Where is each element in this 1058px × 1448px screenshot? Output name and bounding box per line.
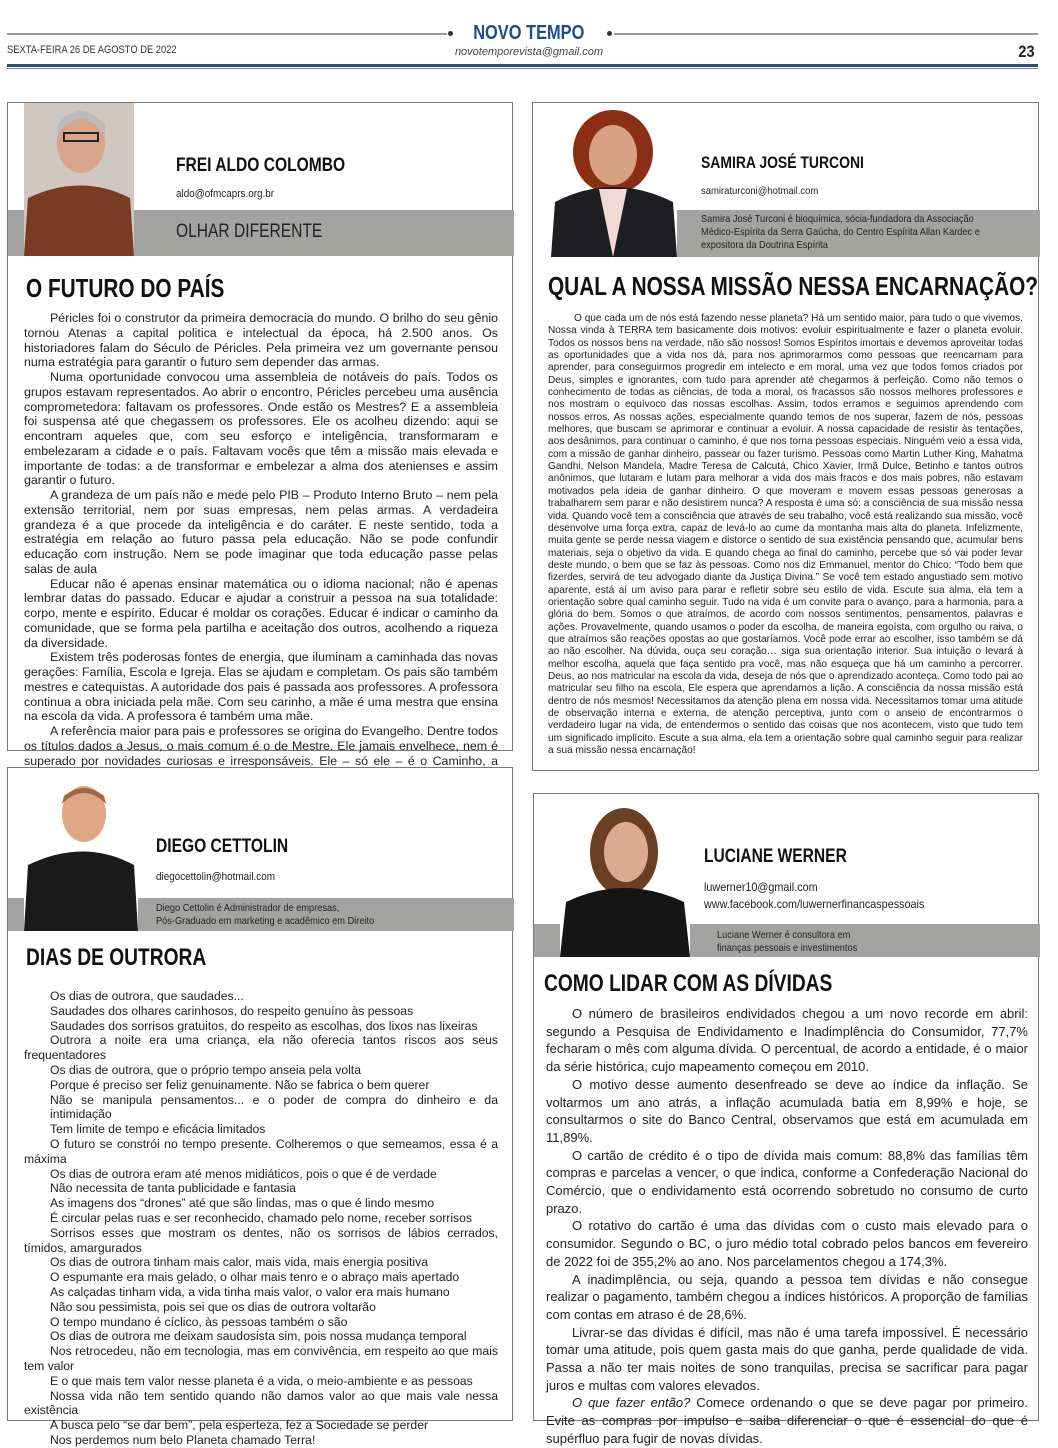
paragraph-rest: Comece ordenando o que se deve pagar por primeiro. Evite as compras por impulso e saiba diferenciar o que é essencial do que é supérfluo para fugir de novas dívidas. xyxy=(546,1395,1028,1446)
poem-line: Nos perdemos num belo Planeta chamado Terra! xyxy=(50,1432,316,1447)
poem-line: Saudades dos olhares carinhosos, do respeito genuíno às pessoas xyxy=(50,1003,414,1018)
paragraph: O motivo desse aumento desenfreado se deve ao índice da inflação. Se voltarmos um ano atrás, a inflação acumulada batia em 8,99% e hoje, se consultarmos o site do Banco Central, observamos que está em acumulada em 11,89%. xyxy=(546,1076,1028,1145)
author-name: FREI ALDO COLOMBO xyxy=(176,155,346,176)
bio-line: Diego Cettolin é Administrador de empresas, xyxy=(156,902,340,914)
page-number: 23 xyxy=(1018,42,1035,61)
author-photo xyxy=(560,802,690,957)
poem-line: É circular pelas ruas e ser reconhecido, chamado pelo nome, receber sorrisos xyxy=(50,1210,473,1225)
poem-line: O futuro se constrói no tempo presente. Colheremos o que semeamos, essa é a máxima xyxy=(24,1136,498,1166)
author-photo xyxy=(24,780,138,931)
header-divider xyxy=(7,64,1038,67)
author-bio xyxy=(701,213,980,252)
poem-line: Outrora a noite era uma criança, ela não oferecia tantos riscos aos seus frequentadores xyxy=(24,1033,498,1063)
header-divider-thin xyxy=(7,68,1038,69)
poem-line: Os dias de outrora, que o próprio tempo anseia pela volta xyxy=(50,1062,361,1077)
author-bio xyxy=(717,929,857,955)
bio-line: finanças pessoais e investimentos xyxy=(717,942,858,954)
italic-question: O que fazer então? xyxy=(572,1395,691,1411)
paragraph: O que cada um de nós está fazendo nesse planeta? Há um sentido maior, para tudo o que vivemos. Nossa vinda à TERRA tem basicamente dois motivos: evoluir espiritualmente e fazer o planeta evoluir. Todos os nossos bens na verdade, não são nossos! Somos Espíritos imortais e devemos aproveitar todas as oportunidades que a vida nos dá, para nos aprimorarmos como pessoas que reencarnam para aprender, para conseguirmos progredir em intelecto e em moral, uma vez que todos fomos criados por Deus, simples e ignorantes, com tudo para aprender até chegarmos à perfeição. Como não temos o conhecimento de todas as ciências, de toda a moral, os fracassos são nossos melhores professores e nos mostram o equívoco das nossas escolhas. Assim, todos erramos e seguimos aprendendo com nossos erros. As nossas ações, especialmente quando temos de nos superar, fazem de nós, pessoas melhores, que buscam se aprimorar e continuar a evoluir. A nossa capacidade de resistir às tentações, aos desânimos, para continuar o caminho, é que nos torna pessoas especiais. Ninguém veio a essa vida, com a missão de ganhar dinheiro, passear ou fazer turismo. Pessoas como Martin Luther King, Mahatma Gandhi, Nelson Mandela, Madre Teresa de Calcutá, Chico Xavier, Irmã Dulce, Betinho e tantos outros anônimos, que lutaram e lutam para melhorar a vida dos mais fracos e dos mais pobres, não estavam motivados pela ideia de ganhar dinheiro. O que moveram e movem essas pessoas generosas a trabalharem sem parar e não desistirem nunca? A resposta é uma só: a consciência de sua missão nessa vida. Quando você tem a consciência que através de seu trabalho, você está realizando sua missão, você desenvolve uma força extra, capaz de levá-lo ao cume da montanha mais alta do planeta. Infelizmente, muita gente se perde nessa viagem e distorce o sentido de sua existência pensando que, acumular bens materiais, seja o objetivo da vida. E quando chega ao final do caminho, percebe que só vai poder levar deste mundo, o bem que se faz às pessoas. Como nos diz Emmanuel, mentor do Chico: “Todo bem que fizerdes, servirá de teu advogado diante da Justiça Divina.” Se você tem estado angustiado sem motivo aparente, está aí um aviso para parar e refletir sobre seu estilo de vida. Escute sua alma, ela tem a orientação sobre qual caminho seguir. Tudo na vida é um convite para o avanço, para a harmonia, para a glória do bem. Somos o que atraímos, de acordo com nossos sentimentos, pensamentos, palavras e ações. Provavelmente, quando usamos o poder da escolha, de maneira egoísta, com orgulho ou raiva, o que atraímos são reações opostas ao que gostaríamos. Você pode errar ao escolher, isso também se dá ao não escolher. Na dúvida, ouça seu coração… siga sua orientação interior. Sua intuição o levará à melhor escolha, aquela que faça sentido pra você, mas não esqueça que há um caminho a percorrer. Deus, ao nos matricular na escola da vida, deseja de nós que o aprendizado aconteça. Como todo pai ao matricular seu filho na escola, Ele espera que aprendamos a lição. A consciência da nossa missão está dentro de nós mesmos! Necessitamos da atenção plena em nossa vida. Necessitamos tomar uma atitude de observação interna e externa, de atenção perceptiva, junto com o anseio de encontrarmos o verdadeiro lugar na vida, de entendermos o sentido das coisas que nos acontecem, visto que tudo tem um significado implícito. Escute a sua alma, ela tem a orientação sobre qual caminho seguir para realizar a sua missão nessa encarnação! xyxy=(548,313,1023,757)
article-body xyxy=(546,1005,1028,1448)
author-name: SAMIRA JOSÉ TURCONI xyxy=(701,153,864,172)
author-bio xyxy=(156,902,374,928)
poem-line: O tempo mundano é cíclico, às pessoas também o são xyxy=(50,1314,348,1329)
paragraph: O rotativo do cartão é uma das dívidas com o custo mais elevado para o consumidor. Segundo o BC, o juro médio total cobrado pelos bancos em fevereiro de 2022 foi de 355,2% ao ano. Nos parcelamentos chegou a 174,3%. xyxy=(546,1218,1028,1269)
paragraph: Educar não é apenas ensinar matemática ou o idioma nacional; não é apenas lembrar datas do passado. Educar e ajudar a construir a pessoa na sua totalidade: corpo, mente e espírito. Educar é moldar os corações. Educar é indicar o caminho da comunidade, que se forma pela partilha e aceitação dos outros, acolhendo a riqueza da diversidade. xyxy=(24,576,498,650)
poem-line: Os dias de outrora tinham mais calor, mais vida, mais energia positiva xyxy=(50,1255,428,1270)
poem-line: Nossa vida não tem sentido quando não damos valor ao que mais vale nessa existência xyxy=(24,1388,498,1418)
poem-line: As imagens dos “drones” até que são lindas, mas o que é lindo mesmo xyxy=(50,1196,435,1211)
paragraph: A grandeza de um país não e mede pelo PIB – Produto Interno Bruto – nem pela extensão territorial, nem por suas empresas, nem pelas armas. A verdadeira grandeza é a que procede da inteligência e do caráter. E neste sentido, toda a estratégia em relação ao futuro passa pela educação. Não se pode confundir educação com instrução. Nem se pode imaginar que toda educação passe pelas salas de aula xyxy=(24,488,498,576)
issue-date: SEXTA-FEIRA 26 DE AGOSTO DE 2022 xyxy=(7,44,177,56)
bio-line: expositora da Doutrina Espírita xyxy=(701,239,828,251)
bio-line: Luciane Werner é consultora em xyxy=(717,929,851,941)
column-section: OLHAR DIFERENTE xyxy=(176,221,323,242)
author-photo xyxy=(24,103,134,256)
poem-line: Não se manipula pensamentos... e o poder de compra do dinheiro e da intimidação xyxy=(50,1092,498,1122)
author-email[interactable]: aldo@ofmcaprs.org.br xyxy=(176,188,275,200)
poem-line: Nos retrocedeu, não em tecnologia, mas em convivência, em respeito ao que mais tem valor xyxy=(24,1344,498,1373)
publication-email: novotemporevista@gmail.com xyxy=(454,46,604,58)
poem-body xyxy=(24,989,498,1448)
article-title: COMO LIDAR COM AS DÍVIDAS xyxy=(544,970,833,997)
author-email[interactable]: diegocettolin@hotmail.com xyxy=(156,871,276,883)
poem-line: As calçadas tinham vida, a vida tinha mais valor, o valor era mais humano xyxy=(50,1284,450,1299)
paragraph: A inadimplência, ou seja, quando a pessoa tem dívidas e não consegue realizar o pagamento, também chegou a índices históricos. A proporção de famílias com contas em atraso é de 28,6%. xyxy=(546,1271,1028,1322)
author-name: DIEGO CETTOLIN xyxy=(156,836,289,857)
bio-line: Pós-Graduado em marketing e acadêmico em Direito xyxy=(156,915,375,927)
poem-line: Não sou pessimista, pois sei que os dias de outrora voltarão xyxy=(50,1299,376,1314)
poem-line: Tem limite de tempo e eficácia limitados xyxy=(50,1122,266,1137)
poem-line: Saudades dos sorrisos gratuitos, do respeito as escolhas, dos lixos nas lixeiras xyxy=(50,1018,478,1033)
bio-line: Médico-Espírita da Serra Gaúcha, do Centro Espírita Allan Kardec e xyxy=(701,226,980,238)
article-title: O FUTURO DO PAÍS xyxy=(26,273,225,303)
paragraph xyxy=(546,1394,1028,1447)
poem-line: E o que mais tem valor nesse planeta é a vida, o meio-ambiente e as pessoas xyxy=(50,1373,473,1388)
paragraph: O cartão de crédito é o tipo de dívida mais comum: 88,8% das famílias têm compras e parcelas a vencer, o que indica, conforme a Confederação Nacional do Comércio, que o endividamento está ocorrendo sobretudo no consumo de curto prazo. xyxy=(546,1147,1028,1216)
poem-line: Sorrisos esses que mostram os dentes, não os sorrisos de lábios cerrados, tímidos, amargurados xyxy=(24,1225,498,1255)
poem-line: O espumante era mais gelado, o olhar mais tenro e o abraço mais apertado xyxy=(50,1270,460,1285)
masthead: NOVO TEMPO xyxy=(473,22,585,44)
article-body xyxy=(24,311,498,798)
paragraph: Livrar-se das dívidas é difícil, mas não é uma tarefa impossível. É necessário tomar uma atitude, pois quem gasta mais do que ganha, perde qualidade de vida. Passa a não ter mais noites de sono tranquilas, precisa se sacrificar para pagar juros e multas com valores elevados. xyxy=(546,1324,1028,1393)
author-photo xyxy=(551,107,677,257)
author-email[interactable]: luwerner10@gmail.com xyxy=(704,880,818,894)
paragraph: Numa oportunidade convocou uma assembleia de notáveis do país. Todos os grupos estavam representados. Ao abrir o encontro, Péricles percebeu uma ausência comprometedora: faltavam os professores. Onde estão os Mestres? E a assembleia foi suspensa até que chegassem os professores. Ele os acolheu dizendo: aqui se encontram aqueles que, com seu esforço e inteligência, transformaram e embelezaram a cidade e o país. Faltavam vocês que têm a missão mais elevada e importante de todas: a de transformar e embelezar a alma dos atenienses e assim garantir o futuro. xyxy=(24,370,498,488)
paragraph: Existem três poderosas fontes de energia, que iluminam a caminhada das novas gerações: Família, Escola e Igreja. Elas se ajudam e completam. Os pais são também mestres e catequistas. A autoridade dos pais é passada aos professores. A professora continua a obra iniciada pela mãe. Com seu carinho, a mãe é uma mestra que ensina na escola da vida. A professora é também uma mãe. xyxy=(24,650,498,724)
author-name: LUCIANE WERNER xyxy=(704,846,847,867)
article-body xyxy=(548,313,1023,757)
article-samira xyxy=(532,102,1039,771)
article-diego xyxy=(7,767,513,1447)
article-luciane xyxy=(533,793,1039,1446)
poem-line: Os dias de outrora me deixam saudosista sim, pois nossa mudança temporal xyxy=(50,1329,467,1344)
paragraph: A referência maior para pais e professores se origina do Evangelho. Dentre todos os títulos dados a Jesus, o mais comum é o de Mestre. Ele jamais envelhece, nem é superado por novidades curiosas e irresponsáveis. Ele – só ele – é o Caminho, a xyxy=(24,724,498,768)
article-title: DIAS DE OUTRORA xyxy=(26,944,207,971)
paragraph: Péricles foi o construtor da primeira democracia do mundo. O brilho do seu gênio tornou Atenas a capital politica e intelectual da época, há 2.500 anos. Os historiadores falam do Século de Péricles. Pela primeira vez um governante pensou numa estratégia para garantir o futuro sem depender das armas. xyxy=(24,311,498,370)
author-website[interactable]: www.facebook.com/luwernerfinancaspessoais xyxy=(704,897,925,911)
article-frei-aldo xyxy=(7,102,513,768)
bio-line: Samira José Turconi é bioquímica, sócia-fundadora da Associação xyxy=(701,213,974,225)
poem-line: A busca pelo “se dar bem”, pela esperteza, fez a Sociedade se perder xyxy=(50,1418,429,1433)
poem-line: Os dias de outrora eram até menos midiáticos, pois o que é de verdade xyxy=(50,1166,437,1181)
author-email[interactable]: samiraturconi@hotmail.com xyxy=(701,185,819,197)
paragraph: O número de brasileiros endividados chegou a um novo recorde em abril: segundo a Pesquisa de Endividamento e Inadimplência do Consumidor, 77,7% fecharam o mês com alguma dívida. O percentual, de acordo a entidade, é o maior da série histórica, cujo mapeamento começou em 2010. xyxy=(546,1006,1028,1075)
poem-line: Porque é preciso ser feliz genuinamente. Não se fabrica o bem querer xyxy=(50,1077,430,1092)
poem-line: Os dias de outrora, que saudades... xyxy=(50,989,244,1003)
article-title: QUAL A NOSSA MISSÃO NESSA ENCARNAÇÃO? xyxy=(548,271,1038,301)
poem-line: Não necessita de tanta publicidade e fantasia xyxy=(50,1181,296,1196)
